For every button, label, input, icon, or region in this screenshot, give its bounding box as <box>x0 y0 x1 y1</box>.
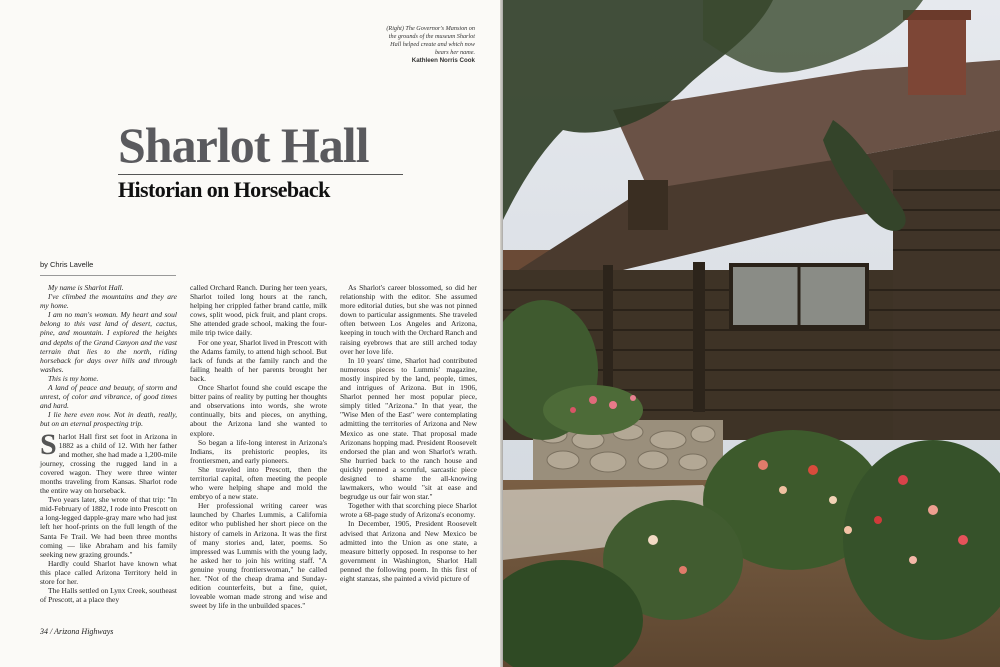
page-folio: 34 / Arizona Highways <box>40 627 114 636</box>
column-3 <box>340 283 477 583</box>
body-paragraph: Hardly could Sharlot have known what this place called Arizona Territory held in store for her. <box>40 558 177 586</box>
body-paragraph: Two years later, she wrote of that trip: "In mid-February of 1882, I rode into Prescott on a long-legged dapple-gray mare who had just left her hoof-prints on the full length of the Santa Fe Trail. We had been three months coming — like Abraham and his family seeking new grazing grounds." <box>40 495 177 559</box>
column-1 <box>40 283 177 604</box>
byline: by Chris Lavelle <box>40 260 94 269</box>
poem-line: This is my home. <box>48 373 99 383</box>
drop-cap: S <box>40 427 57 461</box>
photo-illustration <box>503 0 1000 667</box>
upper-window <box>628 180 668 230</box>
body-paragraph: She traveled into Prescott, then the territorial capital, often meeting the people who were helping shape and mold the embryo of a new state. <box>190 464 327 502</box>
shrub <box>543 385 643 435</box>
poem-line: I am no man's woman. My heart and soul belong to this vast land of desert, cactus, pine, and mountain. I explored the heights and depths of the Grand Canyon and the vast terrain that lies to the north, riding horseback for days over hills and through washes. <box>40 310 177 374</box>
body-paragraph: In 10 years' time, Sharlot had contributed numerous pieces to Lummis' magazine, mostly inspired by the land, people, times, and intrigues of Arizona. But in 1906, Sharlot penned her most popular piece, simply titled "Arizona." In that year, the "Wise Men of the East" were contemplating admitting the territories of Arizona and New Mexico as one state. That proposal made Arizonans hopping mad. President Roosevelt endorsed the plan and won Sharlot's wrath. She hurried back to the ranch house and quickly penned a scornful, sarcastic piece designed to shame the all-knowing lawmakers, who would "sit at ease and begrudge us our fair won star." <box>340 355 477 502</box>
poem-line: I lie here even now. Not in death, really, but on an eternal prospecting trip. <box>40 410 177 429</box>
body-paragraph: So began a life-long interest in Arizona's Indians, its prehistoric peoples, its frontiersmen, and early pioneers. <box>190 437 327 465</box>
body-paragraph: The Halls settled on Lynx Creek, southeast of Prescott, at a place they <box>40 586 177 605</box>
body-paragraph: Once Sharlot found she could escape the bitter pains of reality by putting her thoughts and observations into words, she wrote continually, bits and pieces, on anything, about the Arizona land she wanted to explore. <box>190 383 327 438</box>
poem-line: I've climbed the mountains and they are my home. <box>40 292 177 311</box>
opening-poem <box>40 283 177 429</box>
porch-post <box>693 262 705 412</box>
body-paragraph: Together with that scorching piece Sharlot wrote a 68-page study of Arizona's economy. <box>340 501 477 520</box>
caption-text: (Right) The Governor's Mansion on the grounds of the museum Sharlot Hall helped create and which now bears her name. <box>386 25 475 56</box>
body-paragraph: In December, 1905, President Roosevelt advised that Arizona and New Mexico be admitted into the Union as one state, a measure bitterly opposed. In response to her government in Washington, Sharlot Hall penned the following poem. In this first of eight stanzas, she painted a vivid picture of <box>340 519 477 583</box>
body-paragraph: As Sharlot's career blossomed, so did her relationship with the editor. She assumed more editorial duties, but she was not pinned down to particular assignments. She traveled often between Los Angeles and Arizona, keeping in touch with the Orchard Ranch and raising eyebrows that are still arched today over her love life. <box>340 283 477 356</box>
column-2 <box>190 283 327 610</box>
byline-divider <box>40 275 176 276</box>
poem-line: A land of peace and beauty, of storm and unrest, of color and vibrance, of good times and hard. <box>40 383 177 411</box>
chimney <box>908 15 966 95</box>
body-paragraph: called Orchard Ranch. During her teen years, Sharlot toiled long hours at the ranch, helping her crippled father brand cattle, milk cows, split wood, pick fruit, and plant crops. She attended grade school, making the four-mile trip twice daily. <box>190 283 327 338</box>
photo-credit: Kathleen Norris Cook <box>411 57 475 64</box>
article-subtitle: Historian on Horseback <box>118 177 330 202</box>
photo-caption <box>385 25 475 65</box>
body-paragraph: Sharlot Hall first set foot in Arizona in 1882 as a child of 12. With her father and mother, she had made a 1,200-mile journey, crossing the rugged land in a covered wagon. They were three winter months traveling from Kansas. Sharlot rode the entire way on horseback. <box>40 427 177 496</box>
governors-mansion-photo <box>503 0 1000 667</box>
body-paragraph: Her professional writing career was launched by Charles Lummis, a California editor who published her short piece on the history of camels in Arizona. It was the first of many stories and, later, poems. So impressed was Lummis with the young lady, he asked her to join his writing staff. "A genuine young frontierswoman," he called her. "Not of the cheap drama and Sunday-edition counterfeits, but a fine, quiet, loveable woman made strong and wise and sweet by life in the unbuilded spaces." <box>190 501 327 611</box>
body-paragraph: For one year, Sharlot lived in Prescott with the Adams family, to attend high school. But lack of funds at the family ranch and the failing health of her parents brought her back. <box>190 337 327 383</box>
poem-line: My name is Sharlot Hall. <box>48 283 124 292</box>
title-divider <box>118 174 403 175</box>
article-title: Sharlot Hall <box>118 117 369 173</box>
